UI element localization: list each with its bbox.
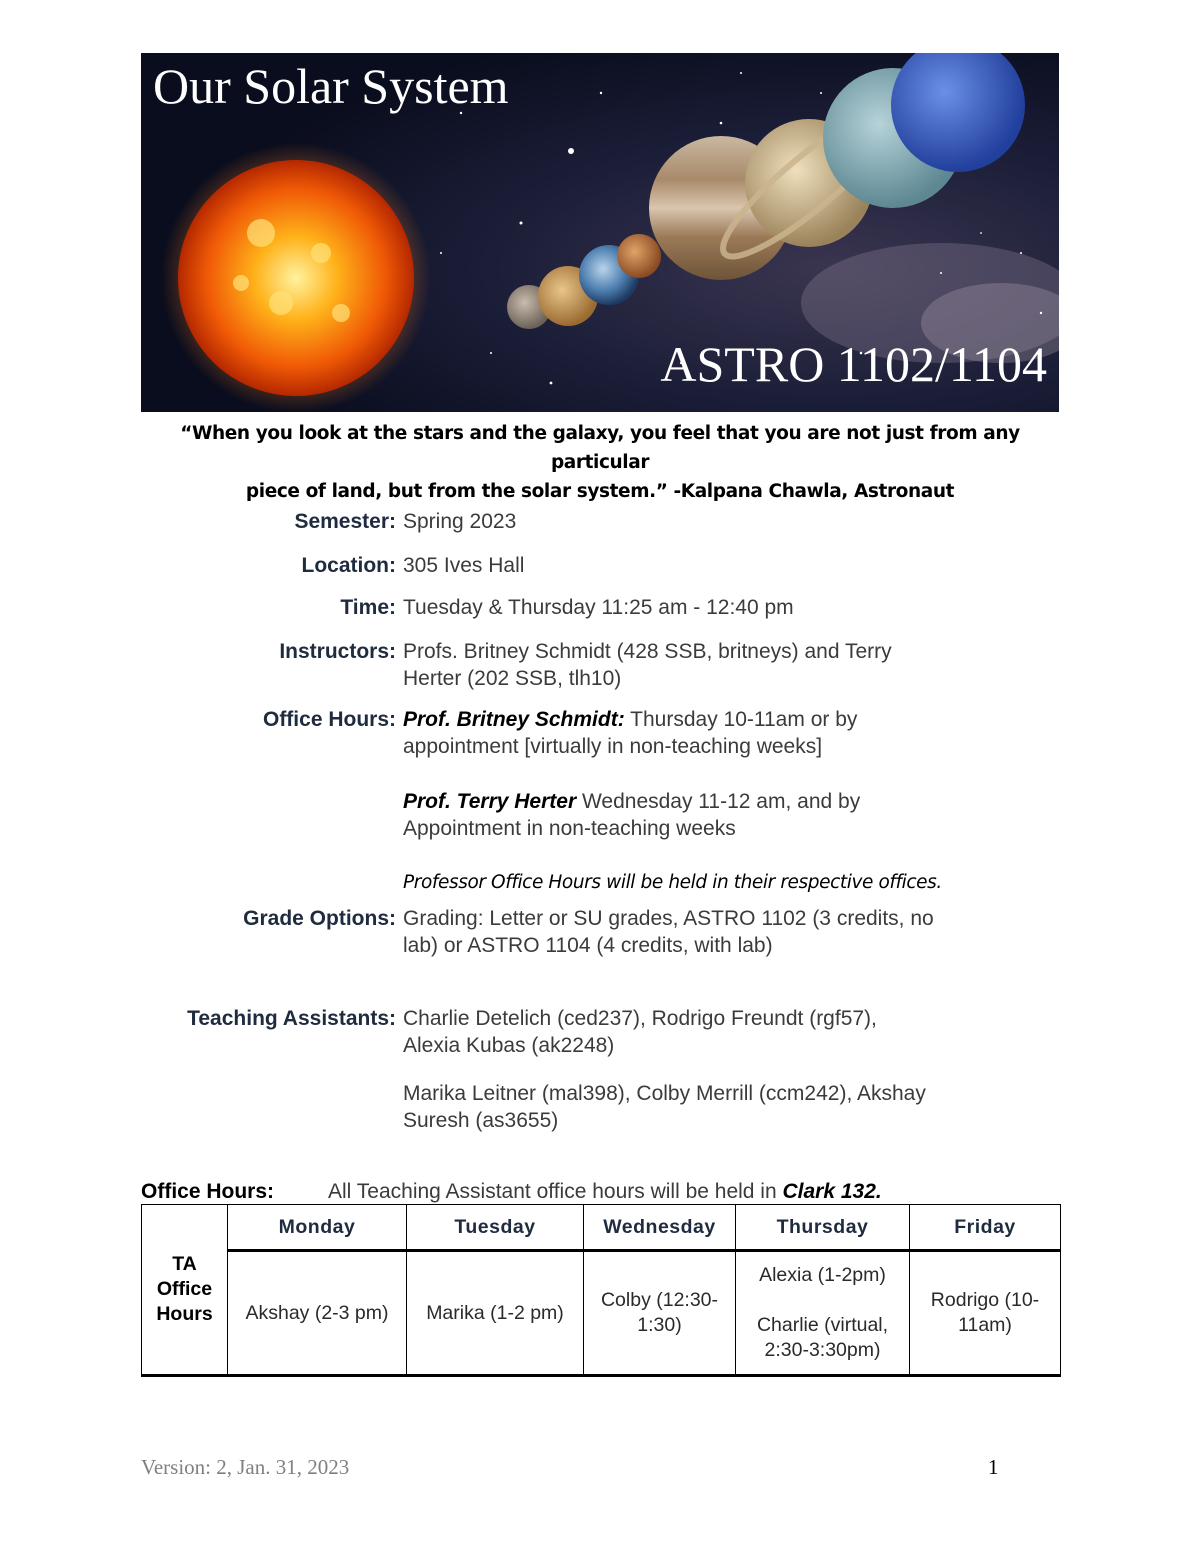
grade-options-label: Grade Options: <box>243 907 396 930</box>
ta-line: Marika Leitner (mal398), Colby Merrill (ccm242), Akshay <box>403 1082 926 1105</box>
instructors-line: Profs. Britney Schmidt (428 SSB, britneys) and Terry <box>403 640 892 663</box>
header-banner <box>141 53 1059 412</box>
ta-office-hours-prefix: All Teaching Assistant office hours will be held in <box>328 1180 783 1203</box>
column-header-friday: Friday <box>910 1205 1061 1251</box>
schmidt-office-hours <box>403 706 1023 760</box>
ta-office-hours-location: Clark 132 <box>782 1180 876 1203</box>
ta-office-hours-table <box>141 1204 1061 1377</box>
schmidt-name: Prof. Britney Schmidt: <box>403 708 625 731</box>
teaching-assistants-label: Teaching Assistants: <box>187 1007 396 1030</box>
row-header-line: TA <box>172 1253 197 1275</box>
teaching-assistants-value-2 <box>403 1080 1023 1134</box>
semester-label: Semester: <box>294 510 396 533</box>
herter-hours: Wednesday 11-12 am, and by <box>576 790 861 813</box>
ta-line: Charlie Detelich (ced237), Rodrigo Freundt (rgf57), <box>403 1007 877 1030</box>
table-row <box>142 1251 1061 1376</box>
cell-line: Rodrigo (10- <box>930 1289 1040 1311</box>
grade-line: Grading: Letter or SU grades, ASTRO 1102 (3 credits, no <box>403 907 934 930</box>
schmidt-hours: Thursday 10-11am or by <box>624 708 858 731</box>
cell-line: Colby (12:30- <box>600 1289 719 1311</box>
column-header-wednesday: Wednesday <box>584 1205 736 1251</box>
office-hours-label: Office Hours: <box>262 708 396 731</box>
version-footer: Version: 2, Jan. 31, 2023 <box>141 1455 350 1479</box>
herter-hours-note: Appointment in non-teaching weeks <box>403 817 736 840</box>
teaching-assistants-value <box>403 1005 1023 1059</box>
ta-office-hours-label: Office Hours: <box>141 1180 275 1203</box>
herter-office-hours <box>403 788 1023 842</box>
column-header-thursday: Thursday <box>736 1205 910 1251</box>
quote-line-1: “When you look at the stars and the galaxy, you feel that you are not just from any particular <box>180 423 1020 473</box>
schmidt-hours-note: appointment [virtually in non-teaching weeks] <box>403 735 823 758</box>
ta-line: Alexia Kubas (ak2248) <box>403 1034 615 1057</box>
instructors-label: Instructors: <box>279 640 396 663</box>
cell-monday: Akshay (2-3 pm) <box>228 1251 407 1376</box>
time-value: Tuesday & Thursday 11:25 am - 12:40 pm <box>403 596 794 619</box>
ta-line: Suresh (as3655) <box>403 1109 559 1132</box>
instructors-value <box>403 638 1023 692</box>
quote <box>141 419 1059 506</box>
column-header-tuesday: Tuesday <box>407 1205 584 1251</box>
semester-value: Spring 2023 <box>403 510 517 533</box>
herter-name: Prof. Terry Herter <box>403 790 577 813</box>
row-header-line: Office <box>156 1278 213 1300</box>
cell-line: Charlie (virtual, <box>756 1314 889 1336</box>
quote-line-2: piece of land, but from the solar system.” -Kalpana Chawla, Astronaut <box>245 481 955 502</box>
cell-friday <box>910 1251 1061 1376</box>
row-header-ta-office-hours <box>142 1205 228 1376</box>
table-header-row <box>142 1205 1061 1251</box>
cell-wednesday <box>584 1251 736 1376</box>
grade-line: lab) or ASTRO 1104 (4 credits, with lab) <box>403 934 773 957</box>
cell-line: 1:30) <box>637 1314 682 1336</box>
grade-options-value <box>403 905 1023 959</box>
row-header-line: Hours <box>156 1303 213 1325</box>
page-number: 1 <box>988 1455 999 1479</box>
instructors-line: Herter (202 SSB, tlh10) <box>403 667 622 690</box>
cell-line: 11am) <box>958 1314 1012 1336</box>
location-value: 305 Ives Hall <box>403 554 525 577</box>
office-location-note: Professor Office Hours will be held in their respective offices. <box>403 872 942 893</box>
cell-tuesday: Marika (1-2 pm) <box>407 1251 584 1376</box>
banner-title: Our Solar System <box>153 58 509 114</box>
ta-office-hours-text <box>328 1178 882 1205</box>
ta-office-hours-suffix: . <box>875 1180 882 1203</box>
cell-line: 2:30-3:30pm) <box>764 1339 881 1361</box>
banner-course-number: ASTRO 1102/1104 <box>660 336 1047 392</box>
column-header-monday: Monday <box>228 1205 407 1251</box>
location-label: Location: <box>301 554 396 577</box>
cell-thursday <box>736 1251 910 1376</box>
time-label: Time: <box>340 596 396 619</box>
cell-line: Alexia (1-2pm) <box>759 1264 886 1286</box>
